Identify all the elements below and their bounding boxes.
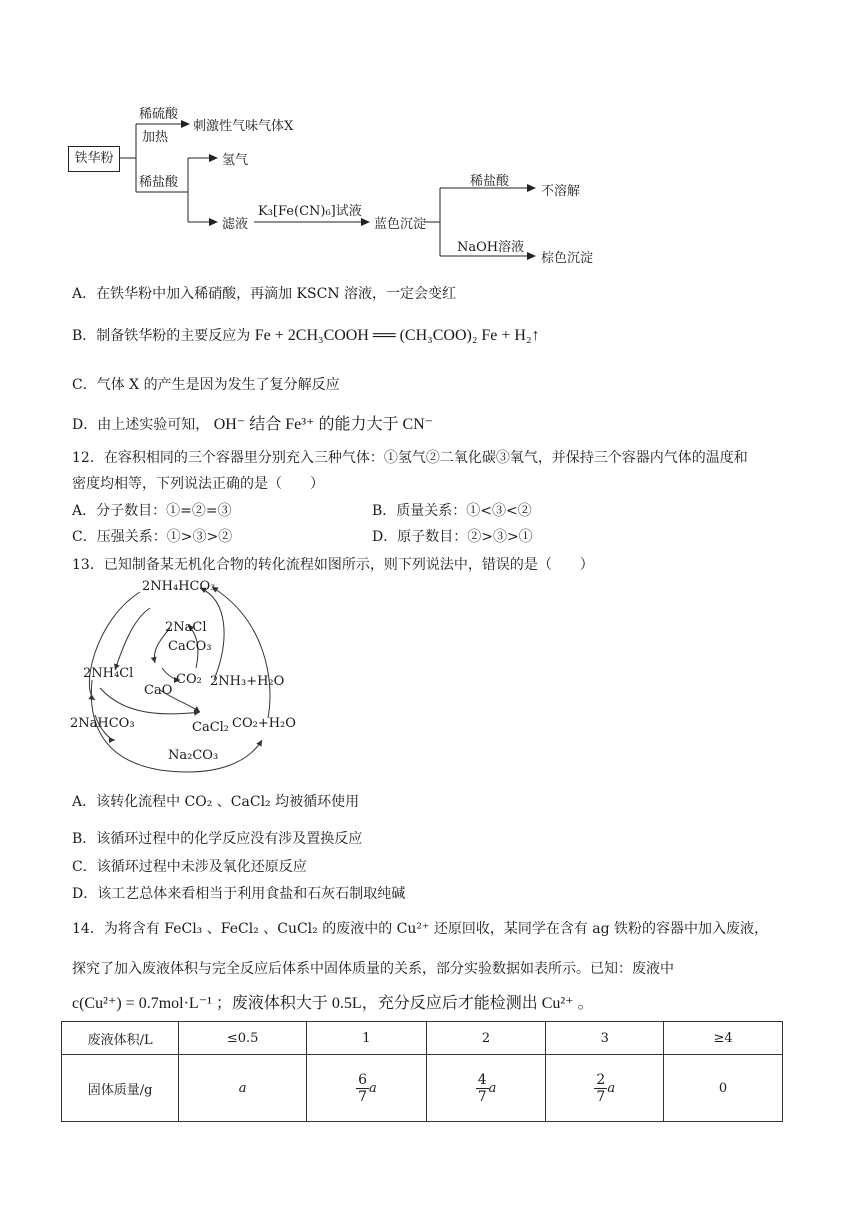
q12-option-c: C．压强关系：①>③>② [72,529,233,545]
q13-nh4cl: 2NH₄Cl [83,666,134,681]
q11-gas-x: 刺激性气味气体X [193,119,294,134]
fraction-numerator: 6 [358,1071,367,1088]
q13-stem: 13．已知制备某无机化合物的转化流程如图所示，则下列说法中，错误的是（ ） [72,557,594,573]
q11-option-c: C．气体 X 的产生是因为发生了复分解反应 [72,377,340,393]
q13-nahco3: 2NaHCO₃ [70,716,135,731]
table-cell-fraction-1 [307,1055,427,1122]
q11-option-d-equation: OH⁻ 结合 Fe³⁺ 的能力大于 CN⁻ [213,416,434,433]
q13-option-c: C．该循环过程中未涉及氧化还原反应 [72,859,307,875]
start-box: 铁华粉 [68,146,120,172]
q11-option-a: A．在铁华粉中加入稀硝酸，再滴加 KSCN 溶液，一定会变红 [72,286,457,302]
q13-option-a: A．该转化流程中 CO₂ 、CaCl₂ 均被循环使用 [72,794,360,810]
q13-nh4hco3: 2NH₄HCO₃ [142,579,216,594]
fraction-numerator: 2 [596,1071,606,1088]
table-header-cell: 废液体积/L [62,1022,179,1055]
q11-blue-precipitate: 蓝色沉淀 [374,217,427,232]
fraction-denominator: 7 [596,1088,606,1105]
q12-option-b: B．质量关系：①<③<② [372,503,532,519]
q13-na2co3: Na₂CO₃ [168,748,219,763]
q11-label-heat: 加热 [142,130,169,145]
q12-stem-line1: 12．在容积相同的三个容器里分别充入三种气体：①氢气②二氧化碳③氧气，并保持三个容器内气体的温度和 [72,450,748,466]
q14-concentration-note: c(Cu²⁺) = 0.7mol·L⁻¹ ；废液体积大于 0.5L，充分反应后才能检测出 Cu²⁺ 。 [72,995,594,1012]
q11-option-b-text: B．制备铁华粉的主要反应为 [72,328,251,344]
table-header-cell: 3 [546,1022,664,1055]
q11-option-d-text: D．由上述实验可知， [72,417,210,433]
table-row [62,1055,783,1122]
variable-a: a [488,1080,497,1096]
q13-cao: CaO [144,683,173,698]
fraction [356,1072,369,1105]
q13-cacl2: CaCl₂ [192,720,230,735]
variable-a: a [369,1080,377,1096]
table-header-row [62,1022,783,1055]
q14-data-table [61,1021,783,1122]
q12-stem-line2: 密度均相等，下列说法正确的是（ ） [72,476,324,492]
q12-option-d: D．原子数目：②>③>① [372,529,533,545]
q11-option-b-equation: Fe + 2CH₃COOH ══ (CH₃COO)₂ Fe + H₂↑ [254,327,540,344]
q11-brown-precipitate: 棕色沉淀 [541,251,594,266]
q14-stem-line1: 14．为将含有 FeCl₃ 、FeCl₂ 、CuCl₂ 的废液中的 Cu²⁺ 还原回收，某同学在含有 ag 铁粉的容器中加入废液， [72,921,769,937]
fraction-numerator: 4 [477,1071,487,1088]
table-row-label: 固体质量/g [62,1055,179,1122]
table-header-cell: ≥4 [664,1022,783,1055]
q14-stem-line2: 探究了加入废液体积与完全反应后体系中固体质量的关系，部分实验数据如表所示。已知：废液中 [72,961,674,977]
q11-label-hcl-2: 稀盐酸 [470,174,510,189]
table-header-cell: 1 [307,1022,427,1055]
q13-option-b: B．该循环过程中的化学反应没有涉及置换反应 [72,831,363,847]
q14-stem-line3 [72,990,594,1013]
q11-hydrogen: 氢气 [222,153,249,168]
fraction [476,1072,489,1105]
q13-caco3: CaCO₃ [168,639,212,654]
variable-a: a [607,1080,616,1096]
q11-insoluble: 不溶解 [541,184,581,199]
q11-label-naoh: NaOH溶液 [457,240,525,255]
q11-label-dilute-h2so4: 稀硫酸 [139,107,179,122]
table-header-cell: ≤0.5 [179,1022,307,1055]
q13-nacl: 2NaCl [165,620,207,635]
fraction-denominator: 7 [358,1088,367,1105]
q13-co2-h2o: CO₂+H₂O [232,716,296,731]
q11-reagent: K₃[Fe(CN)₆]试液 [258,204,362,219]
fraction [594,1072,607,1105]
q13-co2: CO₂ [176,672,202,687]
q13-option-d: D．该工艺总体来看相当于利用食盐和石灰石制取纯碱 [72,886,406,902]
table-header-cell: 2 [426,1022,546,1055]
table-cell-a: a [179,1055,307,1122]
table-cell-zero: 0 [664,1055,783,1122]
q12-option-a: A．分子数目：①=②=③ [72,503,232,519]
q11-filtrate: 滤液 [222,217,249,232]
q11-label-dilute-hcl: 稀盐酸 [139,175,179,190]
q13-nh3-h2o: 2NH₃+H₂O [210,674,285,689]
fraction-denominator: 7 [477,1088,487,1105]
table-cell-fraction-2 [426,1055,546,1122]
table-cell-fraction-3 [546,1055,664,1122]
